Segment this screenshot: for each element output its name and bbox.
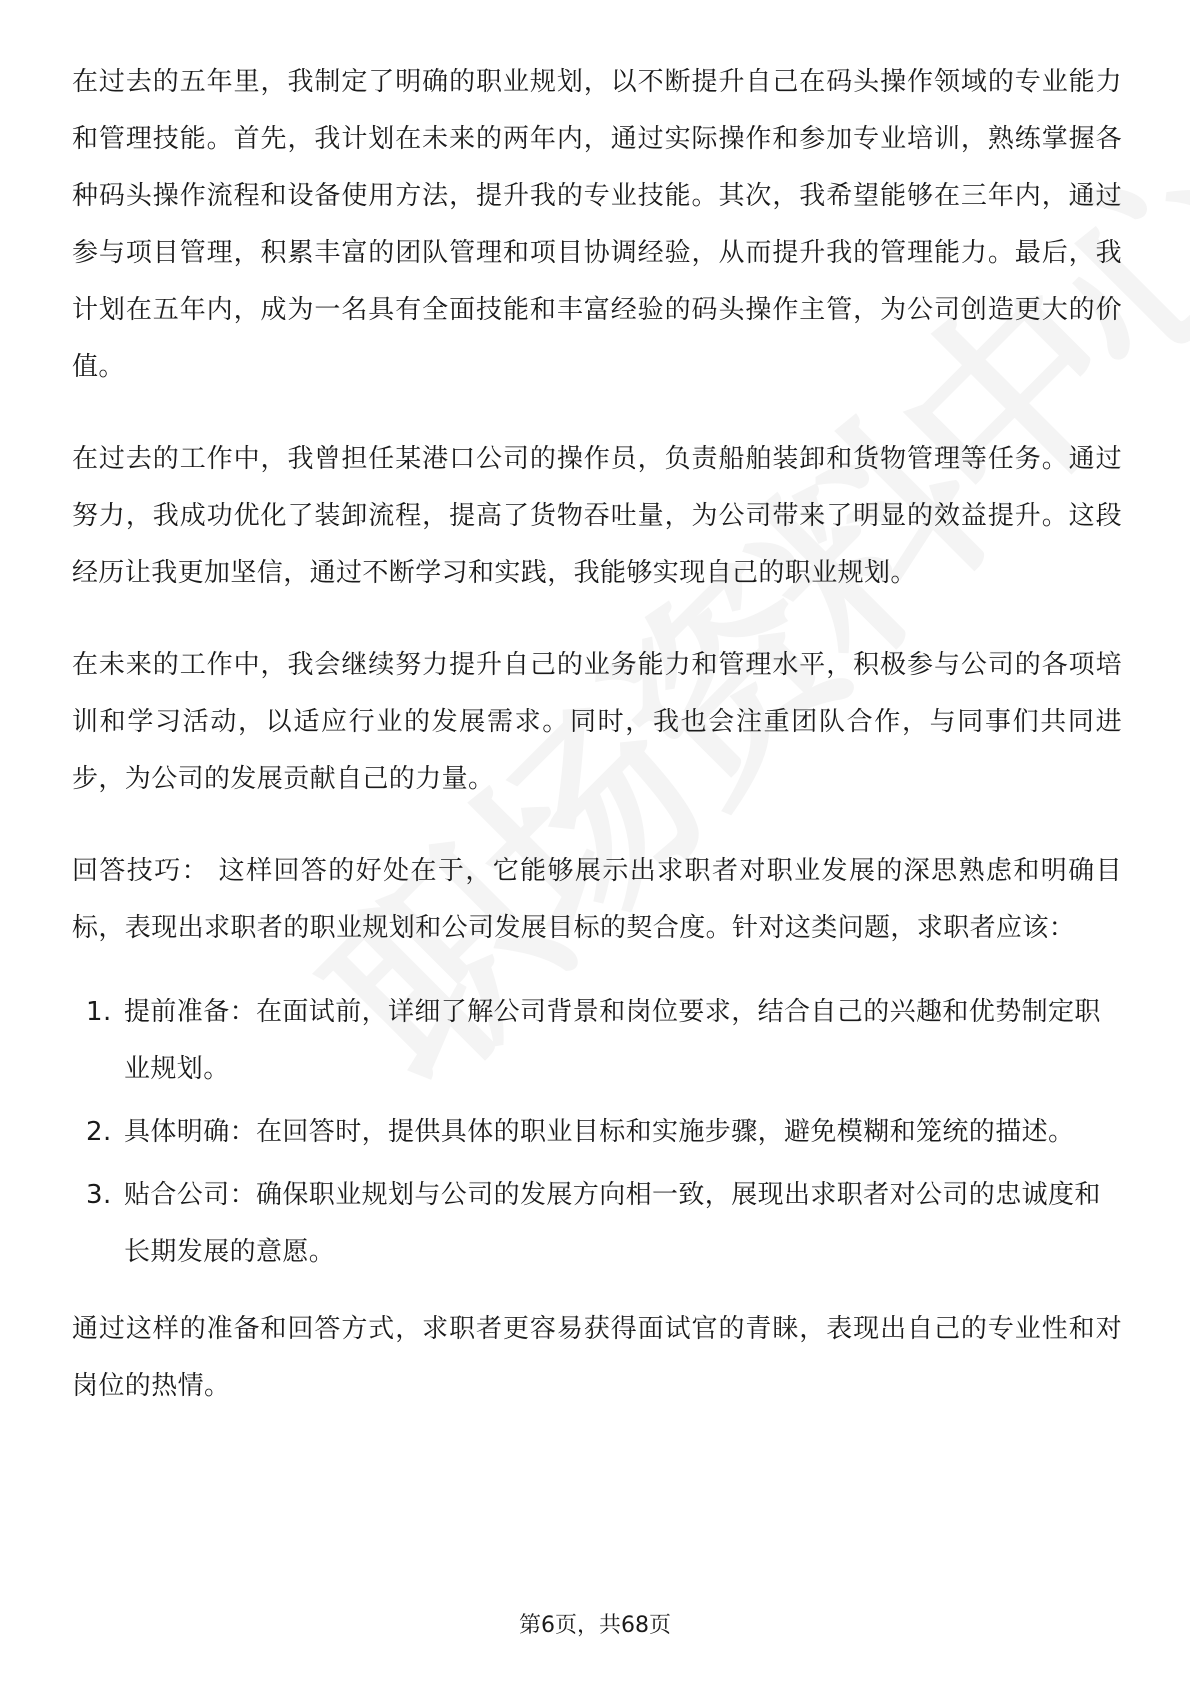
list-item-number: 1. — [86, 997, 112, 1027]
page-number: 第6页，共68页 — [519, 1613, 671, 1638]
tips-list — [72, 984, 1122, 1281]
list-item — [72, 984, 1122, 1098]
list-item-text: 提前准备：在面试前，详细了解公司背景和岗位要求，结合自己的兴趣和优势制定职业规划。 — [124, 997, 1101, 1084]
paragraph-answer-tips: 回答技巧： 这样回答的好处在于，它能够展示出求职者对职业发展的深思熟虑和明确目标，表现出求职者的职业规划和公司发展目标的契合度。针对这类问题，求职者应该： — [72, 856, 1122, 943]
list-item-number: 2. — [86, 1117, 112, 1147]
document-body — [72, 54, 1122, 1450]
paragraph-career-plan: 在过去的五年里，我制定了明确的职业规划，以不断提升自己在码头操作领域的专业能力和管理技能。首先，我计划在未来的两年内，通过实际操作和参加专业培训，熟练掌握各种码头操作流程和设备使用方法，提升我的专业技能。其次，我希望能够在三年内，通过参与项目管理，积累丰富的团队管理和项目协调经验，从而提升我的管理能力。最后，我计划在五年内，成为一名具有全面技能和丰富经验的码头操作主管，为公司创造更大的价值。 — [72, 67, 1122, 382]
list-item-text: 贴合公司：确保职业规划与公司的发展方向相一致，展现出求职者对公司的忠诚度和长期发展的意愿。 — [124, 1180, 1101, 1267]
list-item-text: 具体明确：在回答时，提供具体的职业目标和实施步骤，避免模糊和笼统的描述。 — [124, 1117, 1075, 1147]
list-item-number: 3. — [86, 1180, 112, 1210]
list-item — [72, 1104, 1122, 1161]
list-item — [72, 1167, 1122, 1281]
paragraph-future-work: 在未来的工作中，我会继续努力提升自己的业务能力和管理水平，积极参与公司的各项培训和学习活动，以适应行业的发展需求。同时，我也会注重团队合作，与同事们共同进步，为公司的发展贡献自己的力量。 — [72, 650, 1122, 794]
paragraph-past-experience: 在过去的工作中，我曾担任某港口公司的操作员，负责船舶装卸和货物管理等任务。通过努力，我成功优化了装卸流程，提高了货物吞吐量，为公司带来了明显的效益提升。这段经历让我更加坚信，通过不断学习和实践，我能够实现自己的职业规划。 — [72, 444, 1122, 588]
paragraph-conclusion: 通过这样的准备和回答方式，求职者更容易获得面试官的青睐，表现出自己的专业性和对岗位的热情。 — [72, 1314, 1122, 1401]
